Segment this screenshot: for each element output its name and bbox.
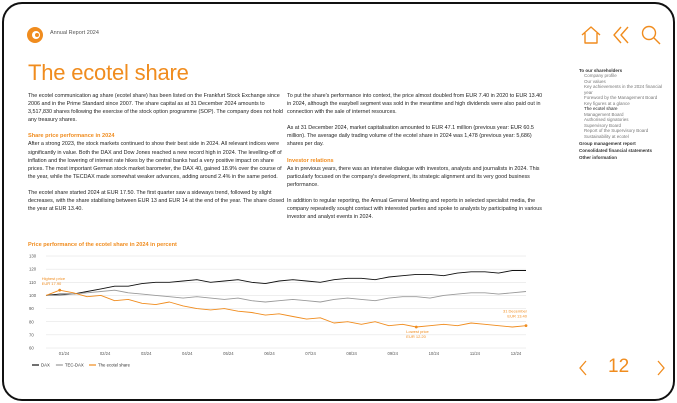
top-navigation	[580, 24, 660, 48]
x-tick-label: 03/24	[140, 351, 152, 356]
toc-section[interactable]: Group management report	[579, 140, 636, 146]
toc-item[interactable]: Our values	[584, 78, 606, 84]
y-tick-label: 120	[29, 266, 37, 272]
annotation-label: Lowest price	[406, 328, 429, 334]
x-tick-label: 12/24	[510, 351, 522, 356]
toc-item[interactable]: Key achievements in the 2024 financial year	[584, 84, 663, 95]
annotation-point	[415, 326, 418, 329]
toc-item[interactable]: Sustainability at ecotel	[584, 133, 629, 139]
toc-item[interactable]: Foreword by the Management Board	[584, 95, 658, 100]
y-tick-label: 110	[29, 279, 36, 285]
toc-section[interactable]: Consolidated financial statements	[579, 147, 653, 153]
y-tick-label: 90	[29, 306, 34, 312]
annotation-point	[525, 324, 528, 327]
performance-paragraph: After a strong 2023, the stock markets continued to show their best side in 2024. All relevant indices were significantly in value. Both the DAX and Dow Jones reached a new record high in 2024. The levelling-off of inflation and the lowering of interest rate hikes by the central banks had a very positive impact on share prices. The most important German stock market barometer, the DAX 40, gained 18.9% over the course of the year, while the TECDAX made somewhat weaker advances, adding around 2.4% in the same period.	[28, 141, 282, 180]
x-tick-label: 08/24	[346, 351, 357, 356]
toc-item[interactable]: Report of the Supervisory Board	[584, 128, 649, 133]
market-cap-paragraph: As at 31 December 2024, market capitalisation amounted to EUR 47.1 million (previous year: EUR 60.5 million). The average daily trading volume of the ecotel share in 2024 was 1,478 (previous year: 5,686) shares per day.	[287, 125, 534, 148]
annotation-label: Highest price	[41, 276, 66, 282]
x-tick-label: 09/24	[387, 351, 398, 356]
report-label: Annual Report 2024	[50, 30, 99, 36]
page-number: 12	[608, 356, 630, 377]
toc-item[interactable]: Key figures at a glance	[584, 100, 630, 106]
share-start-paragraph: The ecotel share started 2024 at EUR 17.50. The first quarter saw a sideways trend, followed by slight decreases, with the share stabilising between EUR 13 and EUR 14 at the end of the year. The share closed the year at EUR 13.40.	[28, 189, 285, 213]
search-icon[interactable]	[640, 24, 662, 46]
x-tick-label: 01/24	[58, 351, 70, 356]
legend-label: DAX	[41, 362, 50, 368]
y-tick-label: 60	[29, 345, 34, 351]
next-page-icon[interactable]	[656, 360, 666, 376]
toc-item[interactable]: Company profile	[584, 73, 617, 78]
x-tick-label: 11/24	[469, 351, 480, 356]
ecotel-logo	[27, 27, 43, 43]
legend-label: TEC-DAX	[64, 362, 84, 368]
x-tick-label: 07/24	[305, 351, 316, 356]
device-frame	[2, 2, 675, 401]
investor-relations-heading: Investor relations	[287, 157, 334, 164]
annotation-value: EUR 17.90	[41, 281, 62, 287]
annotation-value: EUR 13.40	[507, 313, 527, 319]
right-column	[287, 92, 545, 229]
home-icon[interactable]	[580, 24, 602, 46]
series-line-0	[46, 271, 526, 296]
table-of-contents	[579, 66, 671, 160]
annotation-value: EUR 12.20	[406, 333, 426, 339]
intro-paragraph: The ecotel communication ag share (ecotel share) has been listed on the Frankfurt Stock Exchange since 2006 and in the Prime Standard since 2007. The share capital as at 31 December 2024 amounts to 3,517,830 shares following the exercise of the stock option programme (SOP). The company does not hold any treasury shares.	[28, 93, 283, 124]
investor-dialogue-paragraph: As in previous years, there was an intensive dialogue with investors, analysts and journalists in 2024. This particularly focused on the company's development, its strategic alignment and its very good business performance.	[287, 165, 540, 188]
previous-page-icon[interactable]	[578, 360, 588, 376]
x-tick-label: 04/24	[182, 351, 193, 356]
toc-item[interactable]: Management Board	[584, 111, 624, 117]
x-tick-label: 06/24	[264, 351, 275, 356]
toc-section[interactable]: Other information	[579, 154, 617, 160]
left-column	[28, 92, 288, 221]
annotation-point	[58, 289, 61, 292]
share-price-chart	[28, 250, 528, 368]
pager	[578, 356, 668, 382]
toc-item[interactable]: The ecotel share	[584, 106, 618, 111]
x-tick-label: 02/24	[99, 351, 111, 356]
y-tick-label: 80	[29, 319, 34, 325]
x-tick-label: 10/24	[428, 351, 440, 356]
y-tick-label: 70	[29, 332, 34, 338]
legend-label: The ecotel share	[98, 362, 131, 368]
back-icon[interactable]	[610, 24, 632, 46]
reporting-paragraph: In addition to regular reporting, the Annual General Meeting and reports in selected specialist media, the company repeatedly sought contact with interested parties and spoke to analysts by participating in various investor and analyst events in 2024.	[287, 197, 543, 221]
toc-item[interactable]: Supervisory Board	[584, 122, 622, 128]
toc-item[interactable]: Authorised signatories	[584, 117, 629, 122]
context-paragraph: To put the share's performance into context, the price almost doubled from EUR 7.40 in 2020 to EUR 13.40 in 2024, although the easybell segment was sold in the meantime and high dividends were also paid out in connection with the sale of internet resources.	[287, 93, 543, 116]
annotation-label: 31 December	[502, 308, 527, 314]
y-tick-label: 130	[29, 253, 37, 259]
share-performance-heading: Share price performance in 2024	[28, 133, 115, 140]
y-tick-label: 100	[29, 293, 37, 299]
toc-section[interactable]: To our shareholders	[579, 67, 623, 73]
x-tick-label: 05/24	[223, 351, 234, 356]
page-title: The ecotel share	[28, 60, 189, 85]
chart-title: Price performance of the ecotel share in 2024 in percent	[28, 242, 177, 248]
